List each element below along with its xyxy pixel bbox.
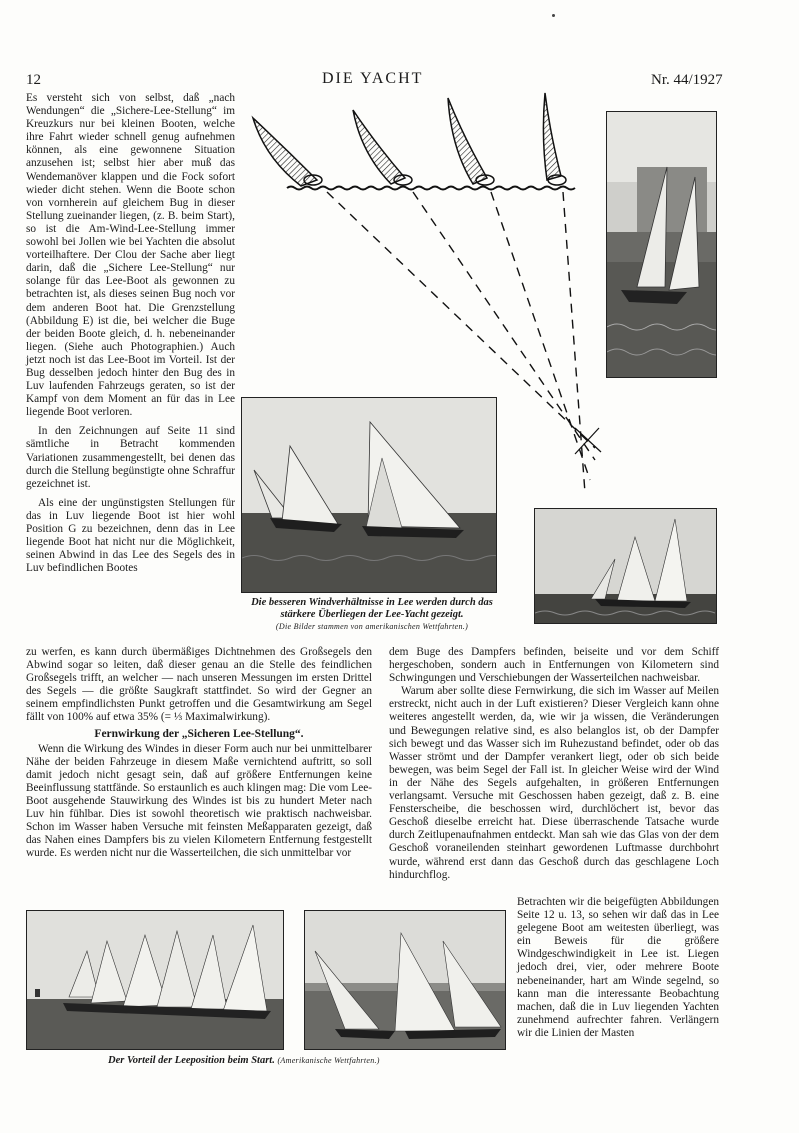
sailing-yacht-photo-icon (305, 911, 505, 1049)
left-wide-column (26, 646, 372, 861)
yacht-photo-right-middle (534, 508, 717, 624)
journal-title: DIE YACHT (322, 70, 424, 87)
section-heading: Fernwirkung der „Sicheren Lee-Stellung“. (94, 727, 304, 740)
sailing-yacht-photo-icon (535, 509, 716, 623)
print-speck (552, 14, 555, 17)
paragraph: Es versteht sich von selbst, daß „nach Wendungen“ die „Sichere-Lee-Stellung“ im Kreuzkurs nur bei kleinen Booten, welche ihre Fahrt wieder schnell genug aufnehmen können, als eine gewonnene Situation anzusehen ist; selbst hier aber muß das Wendemanöver klappen und die Fock sofort wieder dicht stehen. Wenn die Boote schon von vornherein auf gleichem Bug in dieser Stellung zueinander liegen, (z. B. beim Start), so ist die Am-Wind-Lee-Stellung immer sowohl bei Jollen wie bei Yachten die absolut vorteilhaftere. Der Clou der Sache aber liegt darin, daß die „Sichere Lee-Stellung“ nur solange für das Lee-Boot als gewonnen zu betrachten ist, als dieses seinen Bug noch vor dem anderen Boot hat. Die Grenzstellung (Abbildung E) ist die, bei welcher die Buge der beiden Boote gleich, d. h. nebeneinander liegen. (Siehe auch Photographien.) Auch jetzt noch ist das Lee-Boot im Vorteil. Ist der Bug desselben jedoch hinter den Bug des in Luv laufenden Fahrzeugs geraten, so ist der Kampf von dem Moment an für das in Lee liegende Boot verloren. (26, 92, 235, 419)
page-number: 12 (26, 72, 41, 88)
paragraph: dem Buge des Dampfers befinden, beiseite und vor dem Schiff hergeschoben, sondern auch in Entfernungen von Kilometern sind Schwingungen und Verschiebungen der Wasserteilchen nachweisbar. (389, 646, 719, 685)
caption-source: (Die Bilder stammen von amerikanischen Wettfahrten.) (275, 622, 469, 631)
sailing-yacht-photo-icon (607, 112, 716, 377)
yacht-photo-bottom-right (304, 910, 506, 1050)
photo-caption-bottom (108, 1055, 508, 1067)
yacht-photo-top-right (606, 111, 717, 378)
yacht-photo-middle (241, 397, 497, 593)
right-column-lower (517, 896, 719, 1040)
paragraph: Betrachten wir die beigefügten Abbildungen Seite 12 u. 13, so sehen wir daß das in Lee gelegene Boot am weitesten überliegt, was ein Beweis für die größere Windgeschwindigkeit in Lee ist. Liegen jedoch drei, vier, oder mehrere Boote nebeneinander, hart am Winde segelnd, so kann man die interessante Beobachtung machen, daß die in Luv liegenden Yachten zunehmend aufrechter fahren. Verlängern wir die Linien der Masten (517, 896, 719, 1039)
photo-caption-middle (241, 597, 503, 633)
paragraph: zu werfen, es kann durch übermäßiges Dichtnehmen des Großsegels den Abwind sogar so leiten, daß dieser genau an die Stelle des feindlichen Großsegels trifft, an welcher — nach unseren Messungen im ersten Drittel des Segels — die größte Saugkraft stattfindet. So wird der Gegner an seinem empfindlichsten Punkt getroffen und die Gesamtwirkung am Segel fällt von 100% auf etwa 35% (= ⅓ Maximalwirkung). (26, 646, 372, 724)
issue-number: Nr. 44/1927 (651, 72, 723, 88)
caption-main: Die besseren Windverhältnisse in Lee werden durch das stärkere Überliegen der Lee-Yacht gezeigt. (251, 597, 493, 620)
paragraph: Als eine der ungünstigsten Stellungen für das in Luv liegende Boot ist hier wohl Position G zu bezeichnen, denn das in Lee liegende Boot hat nicht nur die Möglichkeit, seinen Abwind in das Lee des Segels des in Luv befindlichen Bootes (26, 496, 235, 575)
caption-source: (Amerikanische Wettfahrten.) (277, 1056, 380, 1065)
paragraph: Warum aber sollte diese Fernwirkung, die sich im Wasser auf Meilen erstreckt, nicht auch in der Luft existieren? Dieser Vergleich kann ohne weiteres angestellt werden, da, wie wir ja wissen, die Veränderungen und Bewegungen relative sind, es also belanglos ist, ob der Dampfer sich bewegt und das Wasser sich im Ruhezustand befindet, oder ob das Wasser strömt und der Dampfer verankert liegt, oder ob sich beide bewegen, was beim Segel der Fall ist. In gleicher Weise wird der Wind in der Nähe des Segels aufgehalten, in größeren Entfernungen verlangsamt. Versuche mit Geschossen haben gezeigt, daß z. B. eine Fensterscheibe, die beschossen wird, durchlöchert ist, bevor das Geschoß dieselbe erreicht hat. Diese überraschende Tatsache wurde durch Zeitlupenaufnahmen entdeckt. Man sah wie das Glas von der dem Geschoß voraneilenden steinhart gewordenen Luftmasse durchbohrt wurde, während erst dann das Geschoß durch das geschlagene Loch hindurchflog. (389, 685, 719, 881)
paragraph: In den Zeichnungen auf Seite 11 sind sämtliche in Betracht kommenden Variationen zusammengestellt, bei denen das durch die Stellung begünstigte ohne Schraffur gezeichnet ist. (26, 425, 235, 490)
paragraph: Wenn die Wirkung des Windes in dieser Form auch nur bei unmittelbarer Nähe der beiden Fahrzeuge in diesem Maße vernichtend auftritt, so soll damit jedoch nicht gesagt sein, daß auf größere Entfernungen keine Beeinflussung stattfände. So erstaunlich es auch klingen mag: Die vom Lee-Boot ausgehende Stauwirkung des Windes ist bis zu hundert Meter nach Luv hin fühlbar. Dies ist sowohl theoretisch wie praktisch nachweisbar. Schon im Wasser haben Versuche mit feinsten Meßapparaten gezeigt, daß das Nahen eines Dampfers bis zu vielen Kilometern Entfernung festgestellt wurde. Es werden nicht nur die Wasserteilchen, die sich unmittelbar vor (26, 742, 372, 860)
right-column (389, 646, 719, 882)
yacht-photo-bottom-left (26, 910, 284, 1050)
left-column (26, 92, 235, 575)
caption-main: Der Vorteil der Leeposition beim Start. (108, 1055, 275, 1066)
sailing-yacht-photo-icon (27, 911, 283, 1049)
sailing-yacht-photo-icon (242, 398, 496, 592)
